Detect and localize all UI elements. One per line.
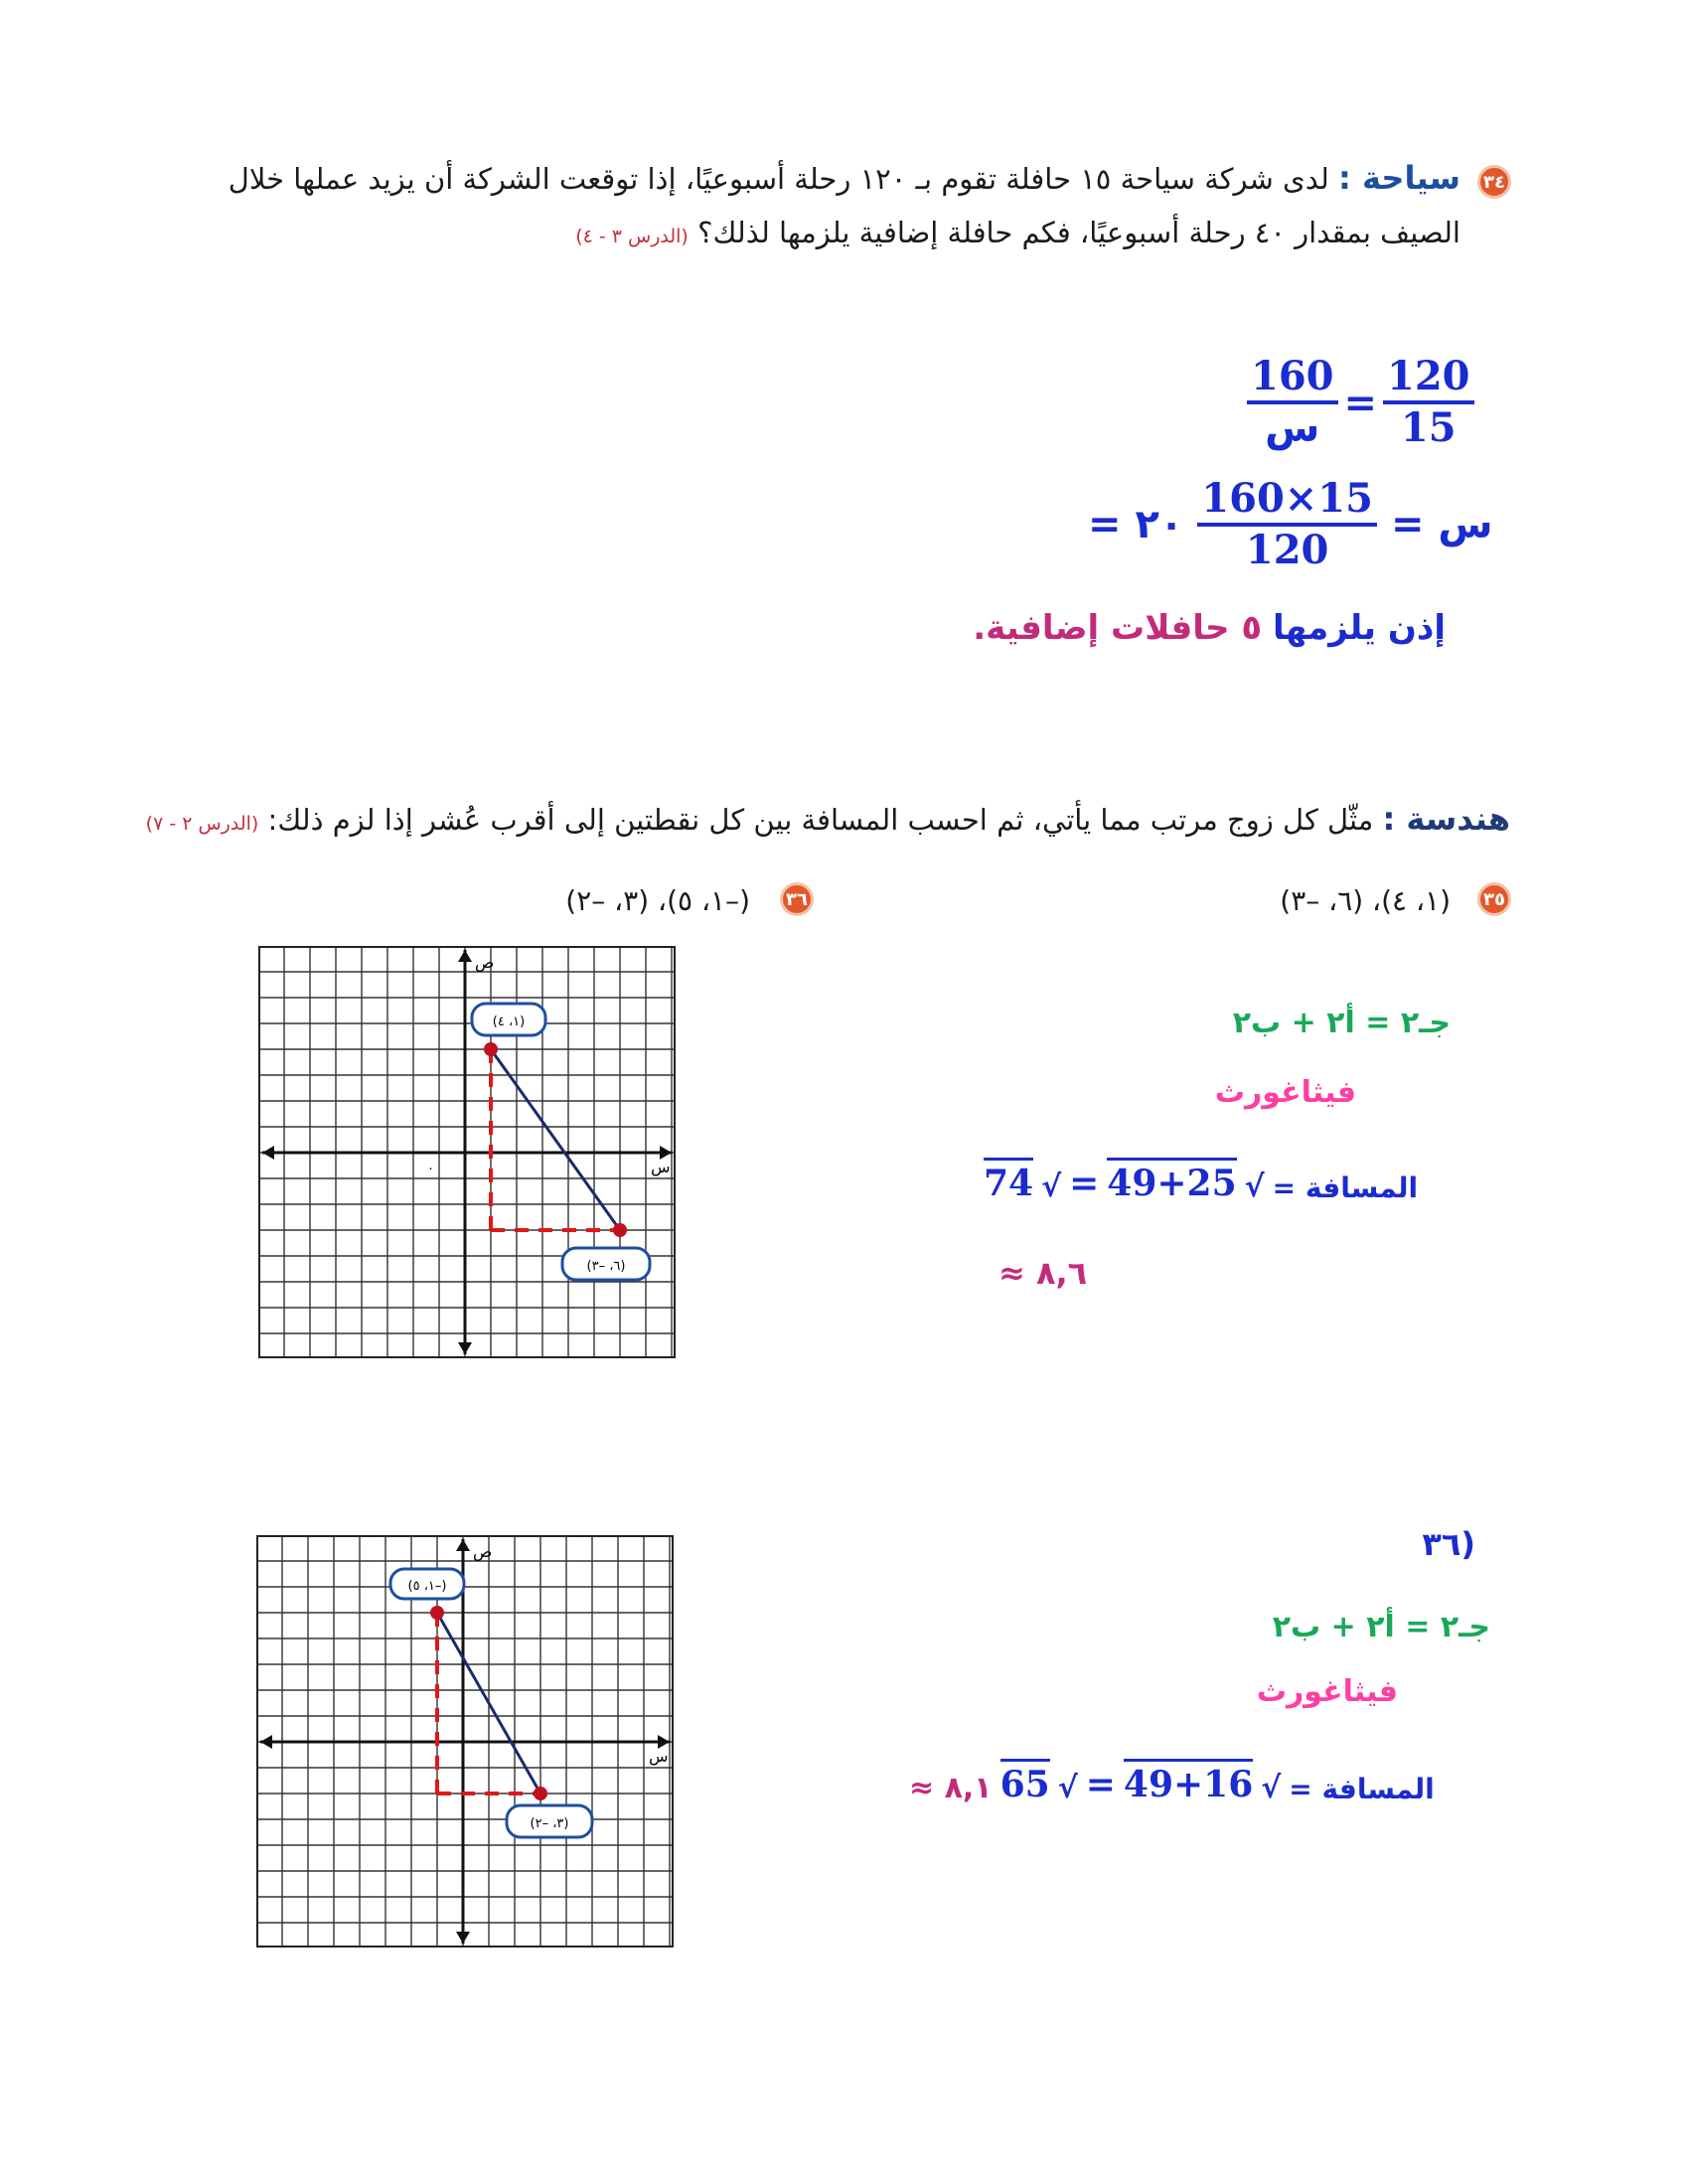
- q35-pairs: (١، ٤)، (٦، –٣): [1280, 884, 1451, 917]
- q34-solve-lhs: س =: [1390, 502, 1493, 547]
- equals-sign: =: [1069, 1163, 1100, 1204]
- q34-lesson-ref: (الدرس ٣ - ٤): [575, 226, 689, 247]
- q34-solve-result: = ٢٠: [1088, 502, 1184, 547]
- q34-solve: [1088, 475, 1493, 574]
- q36-distance-expr: 49+16: [1124, 1759, 1253, 1805]
- q34-proportion-right: [1383, 353, 1474, 452]
- fraction-numerator: 120: [1383, 353, 1474, 404]
- q34-proportion-left: [1247, 353, 1338, 452]
- q34-answer-highlight: ٥ حافلات إضافية.: [973, 608, 1263, 648]
- q36-x-axis-label: س: [649, 1747, 669, 1766]
- q35-formula-name: فيثاغورث: [1214, 1075, 1356, 1110]
- q35-point-a: [484, 1042, 498, 1056]
- q34-proportion: [1247, 353, 1474, 452]
- q36-distance-result: 65: [1000, 1759, 1050, 1805]
- q34-answer-prefix: إذن يلزمها: [1272, 608, 1446, 648]
- q36-point-b: [534, 1787, 547, 1800]
- q35-coordinate-grid: [258, 946, 676, 1358]
- question-number-badge: ٣٥: [1477, 882, 1511, 916]
- q34-text-line1: لدى شركة سياحة ١٥ حافلة تقوم بـ ١٢٠ رحلة أسبوعيًا، إذا توقعت الشركة أن يزيد عملها خلال: [228, 162, 1329, 196]
- q35-origin-label: ٠: [427, 1162, 434, 1176]
- q35-point-b: [613, 1223, 627, 1237]
- square-root-icon: √: [1057, 1771, 1078, 1805]
- question-number-badge: ٣٦: [780, 882, 814, 916]
- q35-distance-label: المسافة =: [1272, 1171, 1419, 1204]
- q36-formula-name: فيثاغورث: [1256, 1674, 1398, 1709]
- q36-coordinate-grid: [256, 1535, 674, 1948]
- geometry-instruction-text: مثّل كل زوج مرتب مما يأتي، ثم احسب المسافة بين كل نقطتين إلى أقرب عُشر إذا لزم ذلك:: [267, 803, 1374, 837]
- q36-heading: (٣٦: [1422, 1525, 1475, 1563]
- q34-line2: [575, 204, 1460, 265]
- square-root-icon: √: [1261, 1771, 1282, 1805]
- q36-distance: [909, 1759, 1435, 1805]
- q36-point-a-label: (–١، ٥): [407, 1579, 447, 1594]
- q36-formula: جـ٢ = أ٢ + ب٢: [1272, 1610, 1490, 1644]
- q36-point-b-label: (٣، –٢): [530, 1816, 569, 1831]
- q35-y-axis-label: ص: [475, 953, 495, 972]
- q36-distance-label: المسافة =: [1289, 1773, 1435, 1805]
- square-root-icon: √: [1244, 1170, 1265, 1204]
- fraction-numerator: 160×15: [1197, 475, 1377, 527]
- q35-point-a-label: (١، ٤): [492, 1014, 526, 1029]
- q35-distance-result: 74: [984, 1158, 1033, 1204]
- equals-sign: =: [1343, 379, 1378, 426]
- q34-answer: [973, 608, 1446, 648]
- q36-approx: ≈ ٨,١: [909, 1771, 993, 1805]
- q34-topic: سياحة :: [1338, 159, 1460, 197]
- geometry-topic: هندسة :: [1382, 800, 1510, 838]
- equals-sign: =: [1085, 1764, 1116, 1805]
- q35-x-axis-label: س: [651, 1158, 671, 1176]
- square-root-icon: √: [1041, 1170, 1062, 1204]
- q34-solve-fraction: [1197, 475, 1377, 574]
- q35-distance-expr: 49+25: [1107, 1158, 1236, 1204]
- q35-point-b-label: (٦، –٣): [586, 1259, 626, 1274]
- q34-line1: [229, 149, 1460, 208]
- q36-pairs: (–١، ٥)، (٣، –٢): [565, 884, 750, 917]
- q36-y-axis-label: ص: [473, 1542, 493, 1561]
- fraction-denominator: 15: [1400, 404, 1457, 451]
- fraction-denominator: س: [1265, 405, 1320, 451]
- geometry-instruction: [146, 790, 1510, 853]
- fraction-numerator: 160: [1247, 353, 1338, 404]
- q35-approx: ≈ ٨,٦: [998, 1254, 1088, 1292]
- geometry-lesson-ref: (الدرس ٢ - ٧): [145, 813, 259, 835]
- q36-point-a: [430, 1606, 444, 1620]
- q34-text-line2: الصيف بمقدار ٤٠ رحلة أسبوعيًا، فكم حافلة إضافية يلزمها لذلك؟: [697, 216, 1460, 249]
- fraction-denominator: 120: [1245, 527, 1329, 573]
- question-number-badge: ٣٤: [1477, 165, 1511, 199]
- q35-formula: جـ٢ = أ٢ + ب٢: [1232, 1006, 1451, 1040]
- q35-distance: [984, 1158, 1418, 1204]
